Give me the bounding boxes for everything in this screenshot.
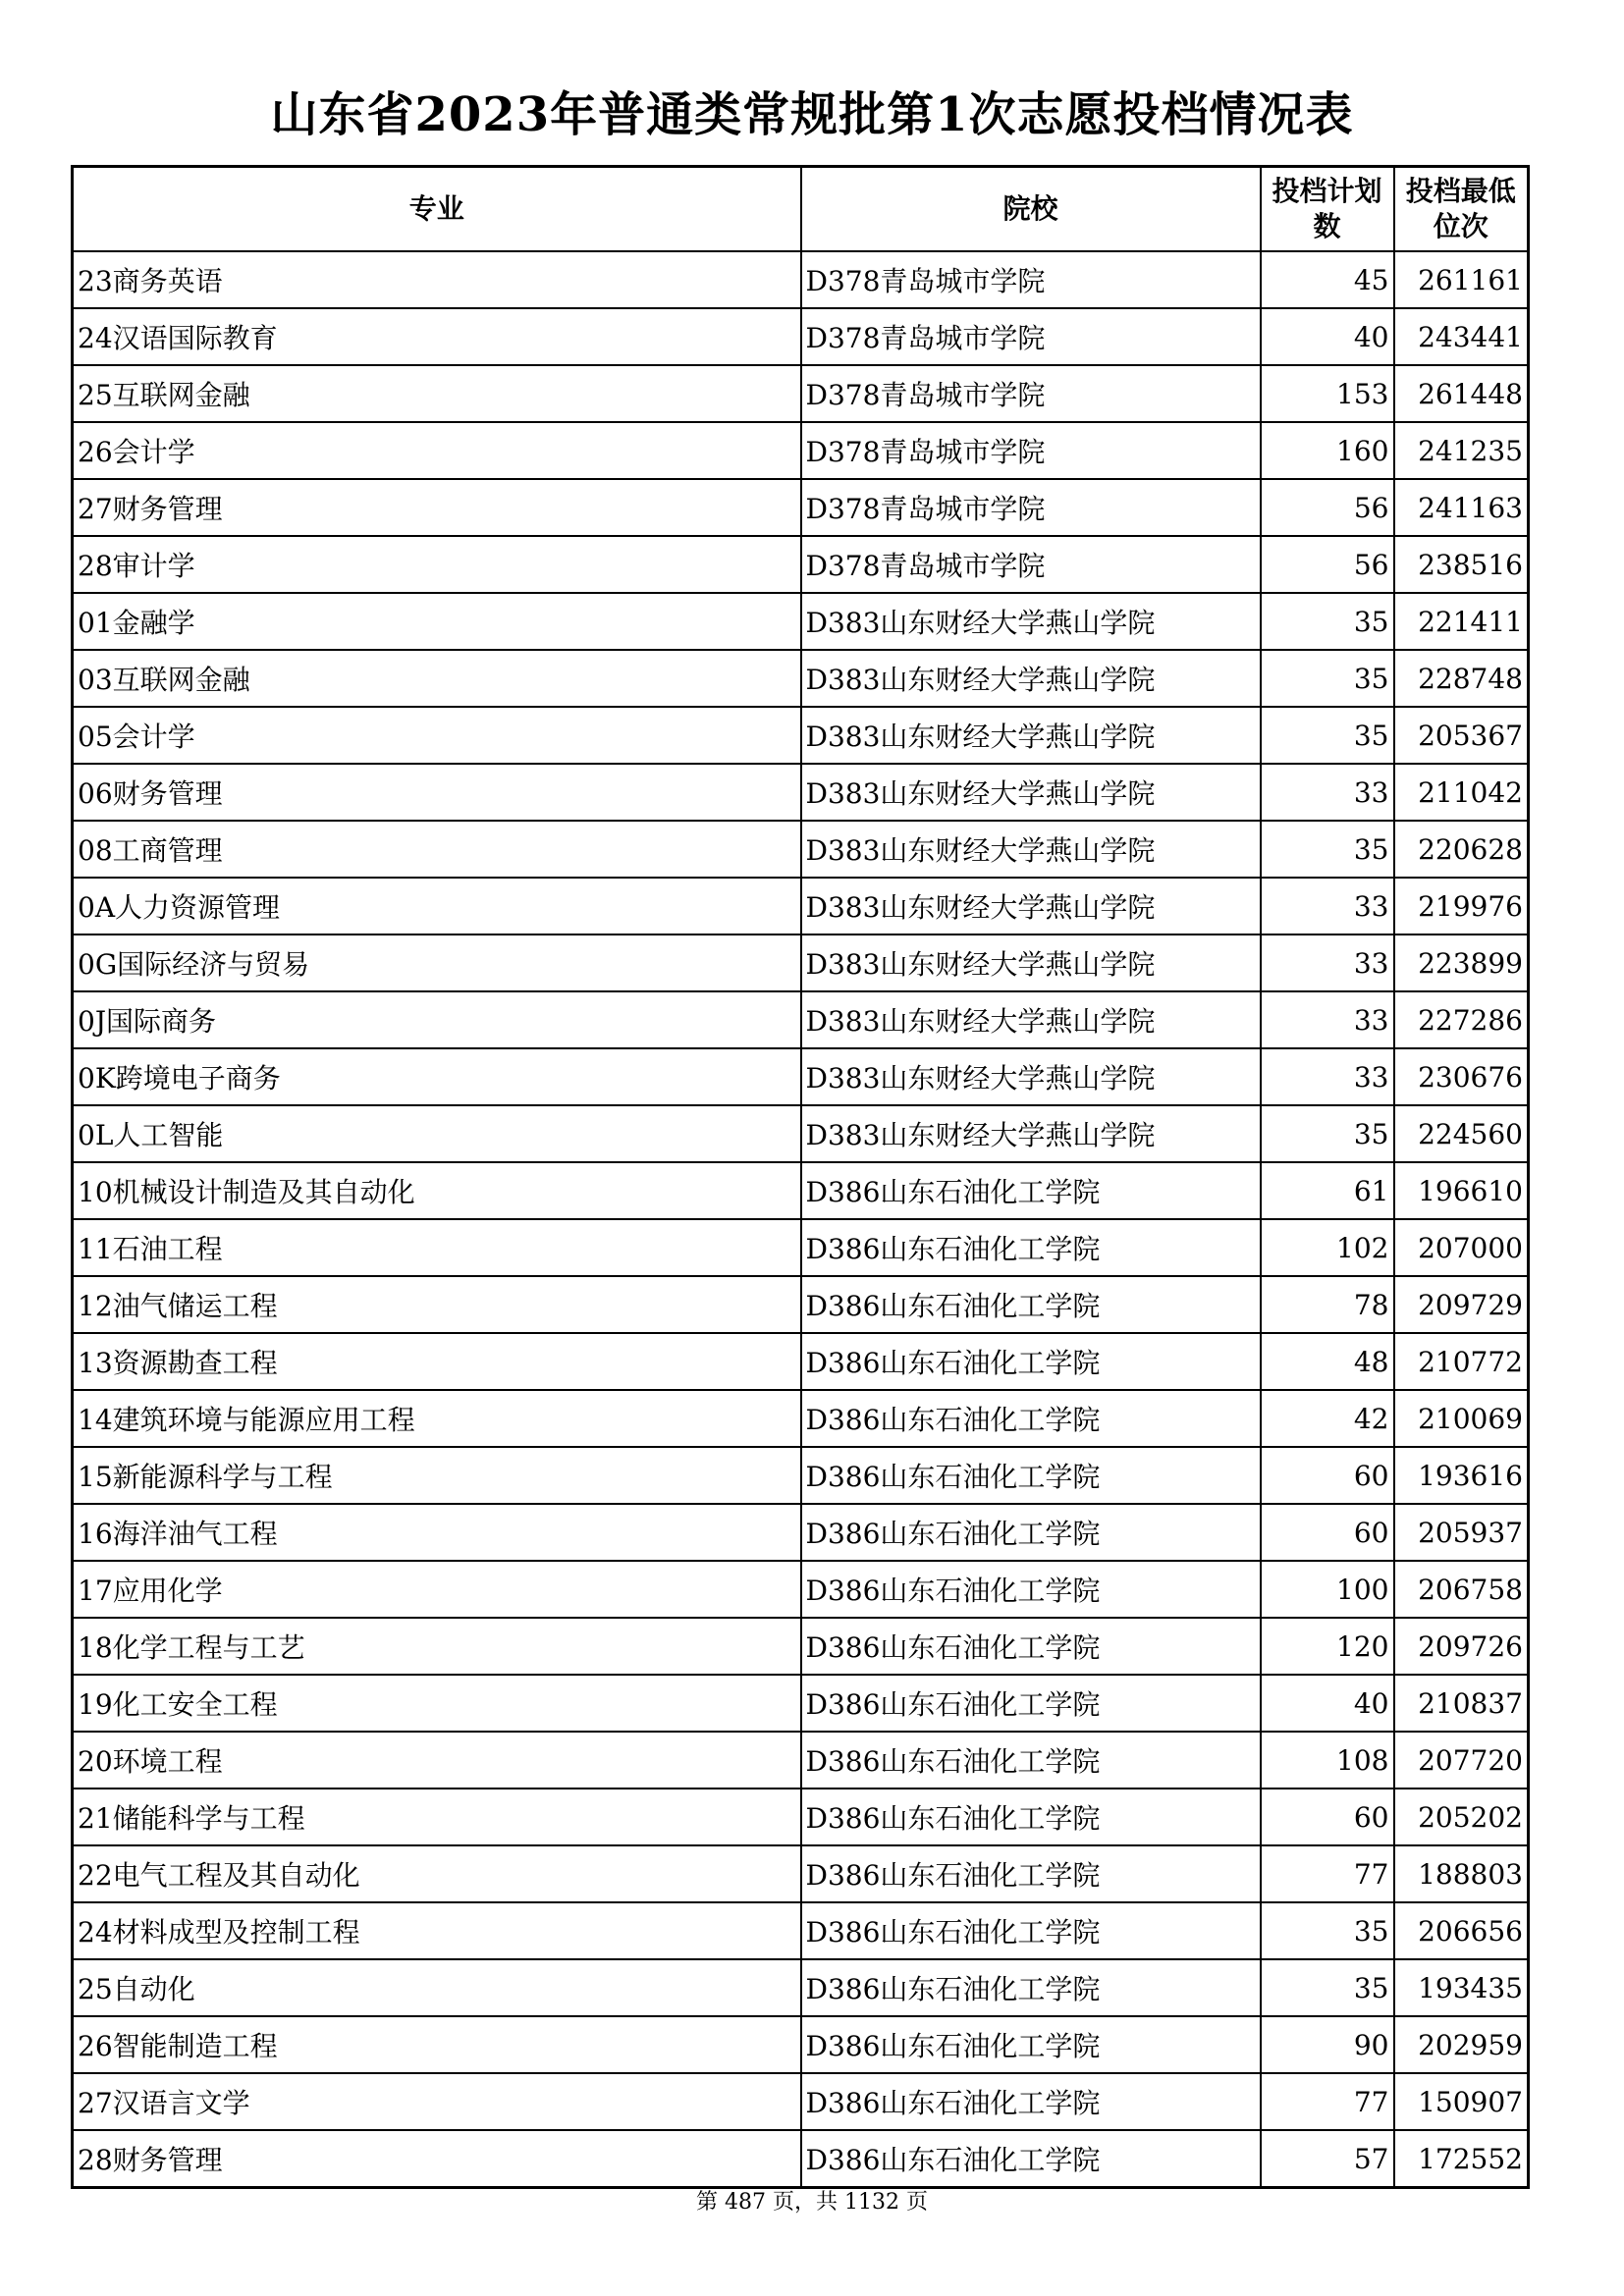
school-cell: D383山东财经大学燕山学院	[801, 991, 1261, 1048]
plan-cell: 78	[1261, 1276, 1394, 1333]
plan-cell: 77	[1261, 2073, 1394, 2130]
major-cell: 15新能源科学与工程	[73, 1447, 801, 1504]
plan-cell: 77	[1261, 1845, 1394, 1902]
school-cell: D383山东财经大学燕山学院	[801, 1105, 1261, 1162]
plan-cell: 108	[1261, 1732, 1394, 1789]
header-plan: 投档计划数	[1261, 167, 1394, 252]
major-cell: 27汉语言文学	[73, 2073, 801, 2130]
rank-cell: 210837	[1394, 1675, 1529, 1732]
plan-cell: 35	[1261, 1105, 1394, 1162]
table-row	[73, 991, 1529, 1048]
rank-cell: 207000	[1394, 1219, 1529, 1276]
major-cell: 06财务管理	[73, 764, 801, 821]
school-cell: D386山东石油化工学院	[801, 2016, 1261, 2073]
table-row	[73, 593, 1529, 650]
table-row	[73, 1845, 1529, 1902]
school-cell: D386山东石油化工学院	[801, 1902, 1261, 1959]
major-cell: 23商务英语	[73, 251, 801, 308]
school-cell: D386山东石油化工学院	[801, 1675, 1261, 1732]
plan-cell: 60	[1261, 1447, 1394, 1504]
school-cell: D378青岛城市学院	[801, 422, 1261, 479]
table-row	[73, 422, 1529, 479]
table-row	[73, 536, 1529, 593]
school-cell: D386山东石油化工学院	[801, 1561, 1261, 1618]
rank-cell: 243441	[1394, 308, 1529, 365]
plan-cell: 35	[1261, 1959, 1394, 2016]
rank-cell: 238516	[1394, 536, 1529, 593]
major-cell: 03互联网金融	[73, 650, 801, 707]
school-cell: D386山东石油化工学院	[801, 1845, 1261, 1902]
plan-cell: 35	[1261, 707, 1394, 764]
table-row	[73, 821, 1529, 878]
table-row	[73, 479, 1529, 536]
rank-cell: 188803	[1394, 1845, 1529, 1902]
plan-cell: 153	[1261, 365, 1394, 422]
plan-cell: 40	[1261, 308, 1394, 365]
table-header-row	[73, 167, 1529, 252]
major-cell: 0K跨境电子商务	[73, 1048, 801, 1105]
table-row	[73, 1618, 1529, 1675]
major-cell: 17应用化学	[73, 1561, 801, 1618]
rank-cell: 230676	[1394, 1048, 1529, 1105]
rank-cell: 220628	[1394, 821, 1529, 878]
plan-cell: 90	[1261, 2016, 1394, 2073]
major-cell: 05会计学	[73, 707, 801, 764]
table-row	[73, 251, 1529, 308]
rank-cell: 211042	[1394, 764, 1529, 821]
rank-cell: 202959	[1394, 2016, 1529, 2073]
table-row	[73, 707, 1529, 764]
table-row	[73, 365, 1529, 422]
plan-cell: 33	[1261, 934, 1394, 991]
table-row	[73, 1675, 1529, 1732]
major-cell: 11石油工程	[73, 1219, 801, 1276]
major-cell: 27财务管理	[73, 479, 801, 536]
table-row	[73, 2016, 1529, 2073]
plan-cell: 33	[1261, 1048, 1394, 1105]
school-cell: D386山东石油化工学院	[801, 1333, 1261, 1390]
rank-cell: 261161	[1394, 251, 1529, 308]
school-cell: D386山东石油化工学院	[801, 1618, 1261, 1675]
school-cell: D383山东财经大学燕山学院	[801, 878, 1261, 934]
major-cell: 20环境工程	[73, 1732, 801, 1789]
rank-cell: 209729	[1394, 1276, 1529, 1333]
header-major: 专业	[73, 167, 801, 252]
major-cell: 12油气储运工程	[73, 1276, 801, 1333]
table-row	[73, 1390, 1529, 1447]
school-cell: D383山东财经大学燕山学院	[801, 764, 1261, 821]
table-row	[73, 764, 1529, 821]
table-row	[73, 1447, 1529, 1504]
table-row	[73, 1333, 1529, 1390]
table-row	[73, 878, 1529, 934]
major-cell: 0A人力资源管理	[73, 878, 801, 934]
major-cell: 28财务管理	[73, 2130, 801, 2188]
rank-cell: 205202	[1394, 1789, 1529, 1845]
page-footer: 第 487 页，共 1132 页	[696, 2190, 928, 2215]
rank-cell: 207720	[1394, 1732, 1529, 1789]
plan-cell: 120	[1261, 1618, 1394, 1675]
table-row	[73, 1504, 1529, 1561]
plan-cell: 102	[1261, 1219, 1394, 1276]
rank-cell: 205937	[1394, 1504, 1529, 1561]
plan-cell: 35	[1261, 593, 1394, 650]
school-cell: D378青岛城市学院	[801, 251, 1261, 308]
school-cell: D383山东财经大学燕山学院	[801, 707, 1261, 764]
major-cell: 0G国际经济与贸易	[73, 934, 801, 991]
plan-cell: 56	[1261, 536, 1394, 593]
major-cell: 16海洋油气工程	[73, 1504, 801, 1561]
major-cell: 13资源勘查工程	[73, 1333, 801, 1390]
school-cell: D386山东石油化工学院	[801, 1789, 1261, 1845]
major-cell: 10机械设计制造及其自动化	[73, 1162, 801, 1219]
table-row	[73, 1105, 1529, 1162]
rank-cell: 241163	[1394, 479, 1529, 536]
rank-cell: 210772	[1394, 1333, 1529, 1390]
school-cell: D386山东石油化工学院	[801, 2130, 1261, 2188]
school-cell: D378青岛城市学院	[801, 536, 1261, 593]
major-cell: 24材料成型及控制工程	[73, 1902, 801, 1959]
school-cell: D386山东石油化工学院	[801, 1959, 1261, 2016]
table-row	[73, 650, 1529, 707]
school-cell: D386山东石油化工学院	[801, 1219, 1261, 1276]
major-cell: 26智能制造工程	[73, 2016, 801, 2073]
table-row	[73, 2073, 1529, 2130]
table-row	[73, 1276, 1529, 1333]
major-cell: 01金融学	[73, 593, 801, 650]
plan-cell: 61	[1261, 1162, 1394, 1219]
plan-cell: 35	[1261, 1902, 1394, 1959]
school-cell: D378青岛城市学院	[801, 479, 1261, 536]
table-row	[73, 1732, 1529, 1789]
rank-cell: 209726	[1394, 1618, 1529, 1675]
major-cell: 14建筑环境与能源应用工程	[73, 1390, 801, 1447]
rank-cell: 206758	[1394, 1561, 1529, 1618]
rank-cell: 210069	[1394, 1390, 1529, 1447]
plan-cell: 57	[1261, 2130, 1394, 2188]
plan-cell: 100	[1261, 1561, 1394, 1618]
plan-cell: 33	[1261, 878, 1394, 934]
school-cell: D378青岛城市学院	[801, 365, 1261, 422]
rank-cell: 150907	[1394, 2073, 1529, 2130]
table-row	[73, 1162, 1529, 1219]
major-cell: 24汉语国际教育	[73, 308, 801, 365]
rank-cell: 196610	[1394, 1162, 1529, 1219]
plan-cell: 33	[1261, 764, 1394, 821]
header-school: 院校	[801, 167, 1261, 252]
rank-cell: 261448	[1394, 365, 1529, 422]
school-cell: D378青岛城市学院	[801, 308, 1261, 365]
table-row	[73, 1789, 1529, 1845]
rank-cell: 228748	[1394, 650, 1529, 707]
plan-cell: 40	[1261, 1675, 1394, 1732]
major-cell: 26会计学	[73, 422, 801, 479]
school-cell: D386山东石油化工学院	[801, 1276, 1261, 1333]
rank-cell: 219976	[1394, 878, 1529, 934]
rank-cell: 227286	[1394, 991, 1529, 1048]
admission-table	[71, 165, 1530, 2189]
school-cell: D386山东石油化工学院	[801, 2073, 1261, 2130]
plan-cell: 48	[1261, 1333, 1394, 1390]
school-cell: D383山东财经大学燕山学院	[801, 1048, 1261, 1105]
major-cell: 28审计学	[73, 536, 801, 593]
page-title: 山东省2023年普通类常规批第1次志愿投档情况表	[270, 87, 1354, 142]
table-row	[73, 1048, 1529, 1105]
major-cell: 08工商管理	[73, 821, 801, 878]
school-cell: D386山东石油化工学院	[801, 1162, 1261, 1219]
rank-cell: 241235	[1394, 422, 1529, 479]
table-row	[73, 1219, 1529, 1276]
header-rank: 投档最低位次	[1394, 167, 1529, 252]
school-cell: D386山东石油化工学院	[801, 1390, 1261, 1447]
school-cell: D386山东石油化工学院	[801, 1447, 1261, 1504]
table-row	[73, 1902, 1529, 1959]
rank-cell: 224560	[1394, 1105, 1529, 1162]
rank-cell: 172552	[1394, 2130, 1529, 2188]
school-cell: D383山东财经大学燕山学院	[801, 593, 1261, 650]
plan-cell: 56	[1261, 479, 1394, 536]
table-row	[73, 1561, 1529, 1618]
rank-cell: 205367	[1394, 707, 1529, 764]
plan-cell: 45	[1261, 251, 1394, 308]
rank-cell: 193435	[1394, 1959, 1529, 2016]
table-body	[73, 251, 1529, 2188]
table-row	[73, 934, 1529, 991]
plan-cell: 60	[1261, 1789, 1394, 1845]
major-cell: 25互联网金融	[73, 365, 801, 422]
plan-cell: 60	[1261, 1504, 1394, 1561]
plan-cell: 35	[1261, 650, 1394, 707]
rank-cell: 223899	[1394, 934, 1529, 991]
major-cell: 18化学工程与工艺	[73, 1618, 801, 1675]
school-cell: D386山东石油化工学院	[801, 1504, 1261, 1561]
rank-cell: 193616	[1394, 1447, 1529, 1504]
table-row	[73, 308, 1529, 365]
plan-cell: 33	[1261, 991, 1394, 1048]
plan-cell: 35	[1261, 821, 1394, 878]
major-cell: 0L人工智能	[73, 1105, 801, 1162]
table-row	[73, 1959, 1529, 2016]
school-cell: D383山东财经大学燕山学院	[801, 821, 1261, 878]
major-cell: 21储能科学与工程	[73, 1789, 801, 1845]
table-row	[73, 2130, 1529, 2188]
school-cell: D383山东财经大学燕山学院	[801, 934, 1261, 991]
rank-cell: 206656	[1394, 1902, 1529, 1959]
major-cell: 19化工安全工程	[73, 1675, 801, 1732]
major-cell: 0J国际商务	[73, 991, 801, 1048]
plan-cell: 42	[1261, 1390, 1394, 1447]
plan-cell: 160	[1261, 422, 1394, 479]
school-cell: D383山东财经大学燕山学院	[801, 650, 1261, 707]
school-cell: D386山东石油化工学院	[801, 1732, 1261, 1789]
major-cell: 25自动化	[73, 1959, 801, 2016]
rank-cell: 221411	[1394, 593, 1529, 650]
major-cell: 22电气工程及其自动化	[73, 1845, 801, 1902]
